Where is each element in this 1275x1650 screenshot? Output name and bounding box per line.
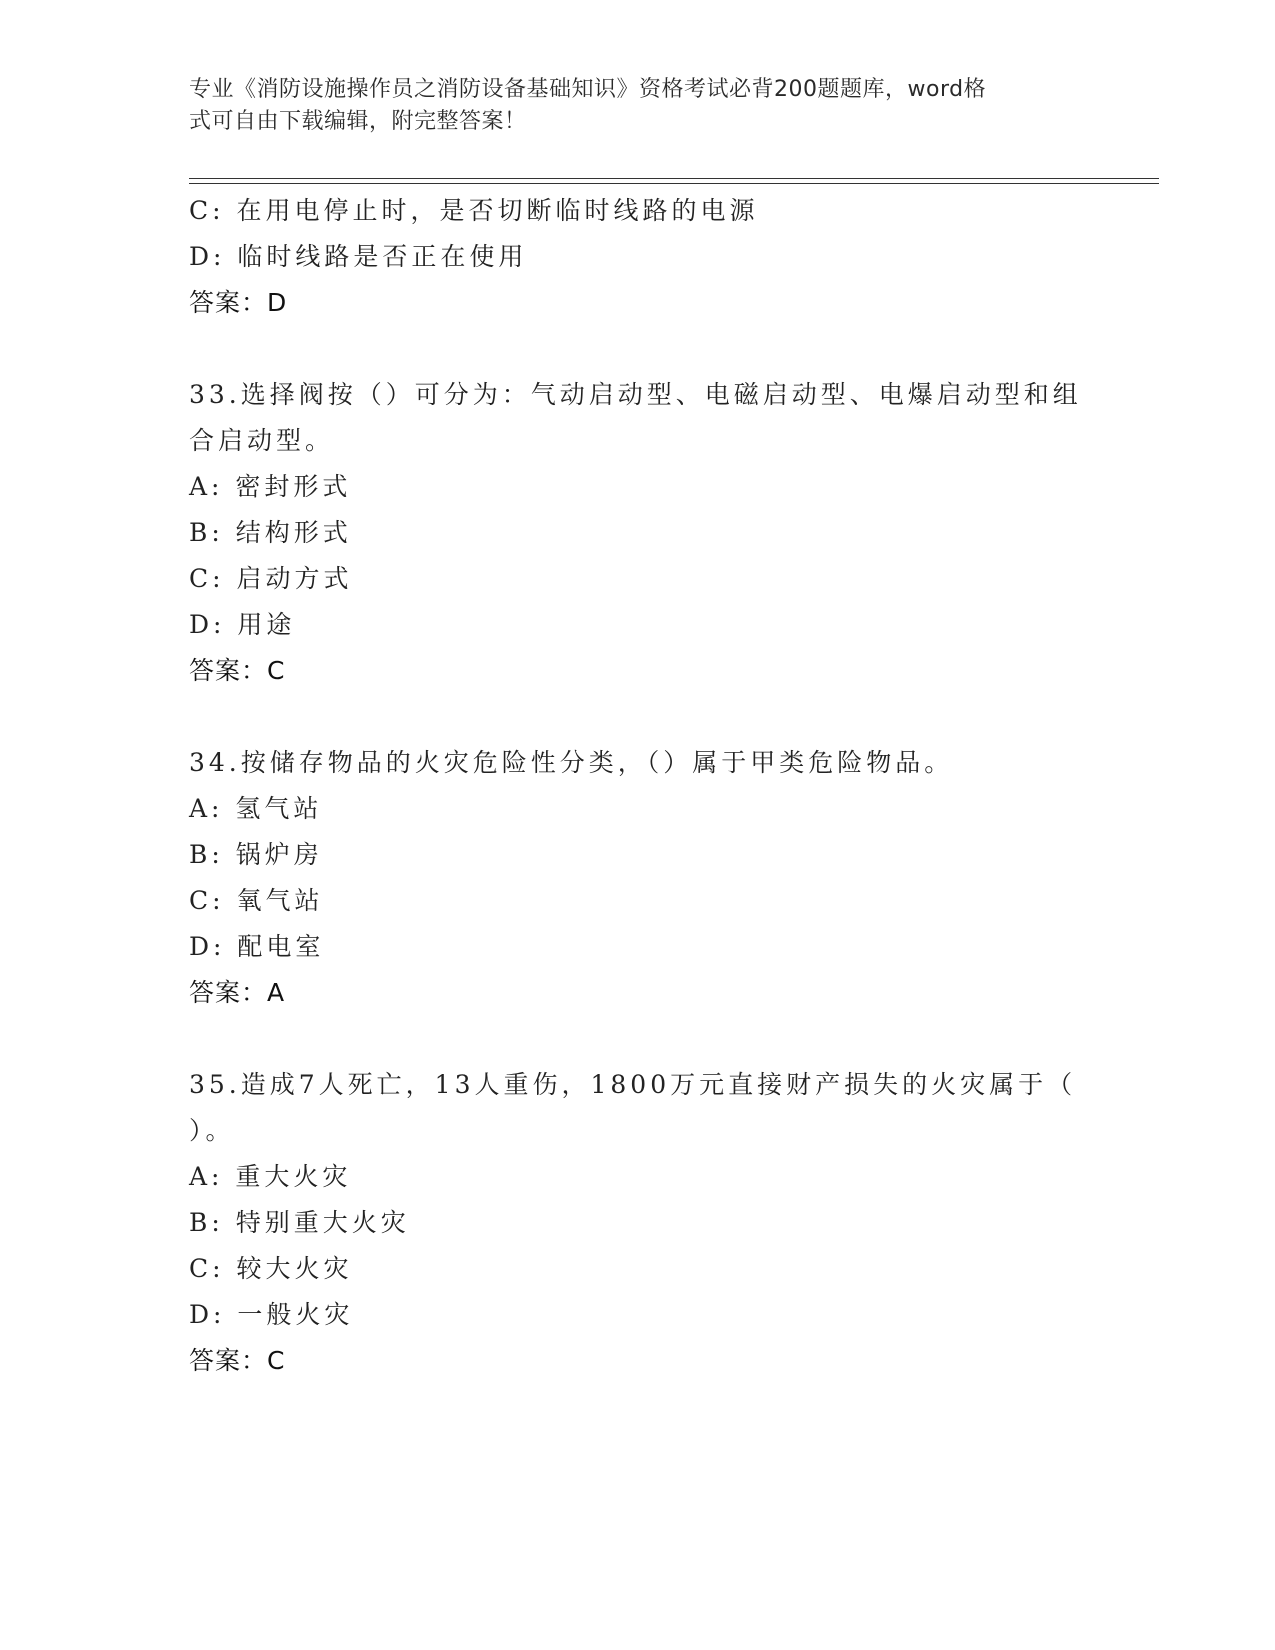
answer-line: 答案：C <box>189 656 286 685</box>
question-34 <box>189 740 1089 1016</box>
option-d: D: 一般火灾 <box>189 1300 354 1329</box>
option-c: C: 在用电停止时，是否切断临时线路的电源 <box>189 196 759 225</box>
answer-line: 答案：A <box>189 978 286 1007</box>
option-d: D: 配电室 <box>189 932 325 961</box>
option-d: D: 用途 <box>189 610 296 639</box>
document-body <box>189 188 1089 1384</box>
question-stem: 34.按储存物品的火灾危险性分类，（）属于甲类危险物品。 <box>189 748 954 777</box>
question-32-continuation <box>189 188 1089 326</box>
spacer <box>189 326 1089 372</box>
document-header <box>189 74 1069 138</box>
option-c: C: 较大火灾 <box>189 1254 353 1283</box>
question-35 <box>189 1062 1089 1384</box>
option-d: D: 临时线路是否正在使用 <box>189 242 528 271</box>
option-b: B: 特别重大火灾 <box>189 1208 410 1237</box>
answer-line: 答案：D <box>189 288 288 317</box>
option-a: A: 氢气站 <box>189 794 323 823</box>
question-stem: 33.选择阀按（）可分为：气动启动型、电磁启动型、电爆启动型和组 <box>189 380 1082 409</box>
option-a: A: 密封形式 <box>189 472 352 501</box>
header-rule-top <box>189 178 1159 179</box>
header-line-2: 式可自由下载编辑，附完整答案！ <box>189 109 527 134</box>
option-b: B: 锅炉房 <box>189 840 323 869</box>
option-b: B: 结构形式 <box>189 518 352 547</box>
question-stem-continued: 合启动型。 <box>189 426 335 455</box>
option-a: A: 重大火灾 <box>189 1162 352 1191</box>
question-stem: 35.造成7人死亡，13人重伤，1800万元直接财产损失的火灾属于（ <box>189 1070 1077 1099</box>
header-rule-bottom <box>189 183 1159 184</box>
spacer <box>189 1016 1089 1062</box>
header-line-1: 专业《消防设施操作员之消防设备基础知识》资格考试必背200题题库，word格 <box>189 77 987 102</box>
question-stem-continued: ）。 <box>189 1116 235 1145</box>
option-c: C: 氧气站 <box>189 886 324 915</box>
answer-line: 答案：C <box>189 1346 286 1375</box>
question-33 <box>189 372 1089 694</box>
spacer <box>189 694 1089 740</box>
option-c: C: 启动方式 <box>189 564 353 593</box>
